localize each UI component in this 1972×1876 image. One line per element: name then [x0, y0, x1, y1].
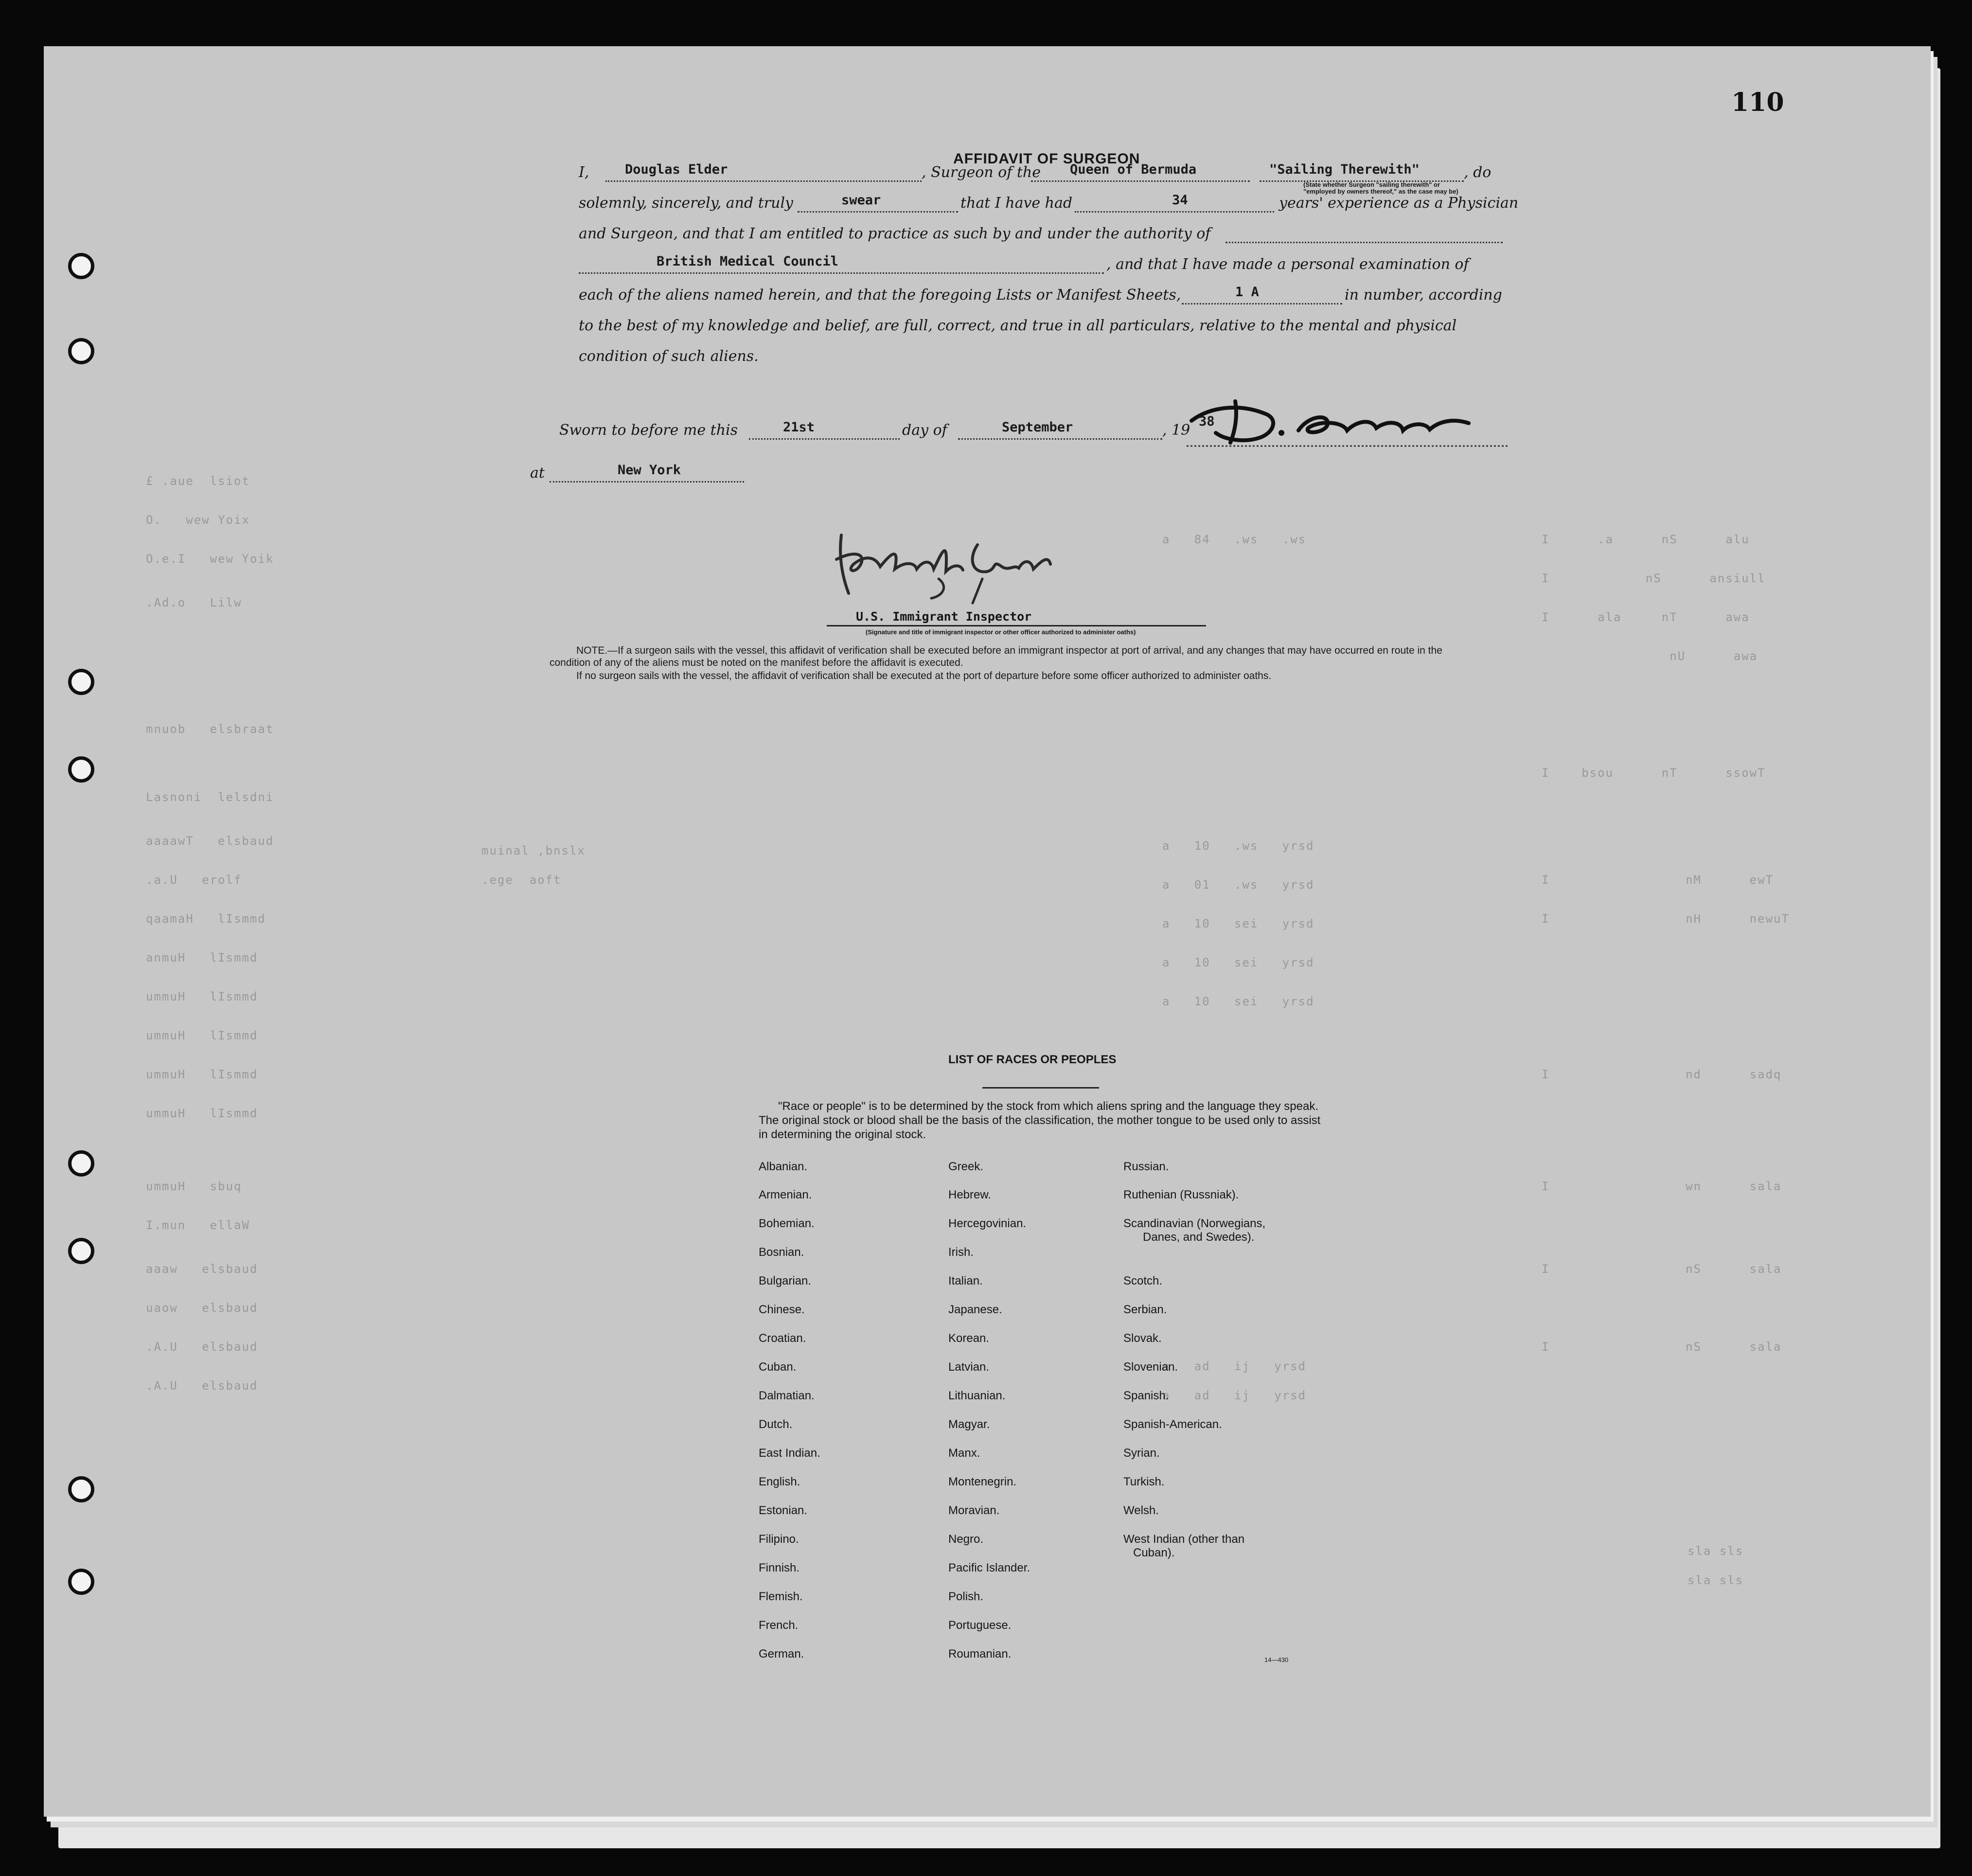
sheet-count: 1 A — [1235, 285, 1259, 300]
race-item: Scotch. — [1123, 1274, 1163, 1287]
surgeon-name: Douglas Elder — [625, 162, 728, 177]
note-paragraph: If no surgeon sails with the vessel, the affidavit of verification shall be executed at the port of departure before some officer authorized to administer oaths. — [576, 670, 1272, 681]
race-item: Dalmatian. — [759, 1389, 815, 1402]
authority-prefix-field — [1226, 224, 1503, 243]
race-item: Albanian. — [759, 1160, 808, 1173]
years-experience: 34 — [1172, 193, 1188, 208]
text-segment: , do — [1464, 164, 1492, 181]
race-item: Slovak. — [1123, 1332, 1162, 1345]
sailing-status: "Sailing Therewith" — [1269, 162, 1420, 177]
races-title-rule — [982, 1087, 1099, 1089]
text-segment: condition of such aliens. — [579, 348, 759, 365]
race-item: Bohemian. — [759, 1217, 815, 1230]
text-segment: , Surgeon of the — [922, 164, 1041, 181]
race-item: Ruthenian (Russniak). — [1123, 1188, 1239, 1201]
race-item: Manx. — [948, 1447, 980, 1460]
page-number: 110 — [1731, 88, 1784, 117]
sheets-field — [1182, 286, 1342, 304]
race-item: Syrian. — [1123, 1447, 1160, 1460]
vessel-name: Queen of Bermuda — [1070, 162, 1197, 177]
race-item: Polish. — [948, 1590, 984, 1603]
race-item: Croatian. — [759, 1332, 806, 1345]
surgeon-name-field — [605, 163, 922, 182]
vessel-field — [1031, 163, 1250, 182]
race-item: Korean. — [948, 1332, 990, 1345]
text-segment: and Surgeon, and that I am entitled to practice as such by and under the authority of — [579, 225, 1211, 242]
place: New York — [618, 463, 681, 478]
punch-hole — [68, 1476, 94, 1502]
text-segment: I, — [579, 164, 589, 181]
race-item: Dutch. — [759, 1418, 793, 1431]
affidavit-page: £ .aue lsiot O. wew Yoix O.e.I wew Yoik .Ad.o Lilw mnuob elsbraat Lasnoni lelsdni aaaawT elsbaud .a.U erolf qaamaH lIsmmd anmuH lIsmmd ummuH lIsmmd ummuH lIsmmd ummuH lIsmmd ummuH lIsmmd ummuH sbuq I.mun ellaW aaaw elsbaud uaow elsbaud .A.U elsbaud .A.U elsbaud muinal ,bnslx .ege aoft a 84 .ws .ws a 10 .ws yrsd a 01 .ws yrsd a 10 sei yrsd a 10 sei yrsd a 10 sei yrsd a ad ij yrsd a ad ij yrsd I .a nS alu I nS ansiull I ala nT awa nU awa I bsou nT ssowT I nM ewT I nH newuT I nd sadq I wn sala I nS sala I nS sala sla sls sla sls 110 AFFIDAVIT OF SURGEON I, Douglas Elder , Surgeon of the Queen of Bermuda "Sailing Therewith" , do (State whether Surgeon "sailing therewith" or "employed by owners thereof," as the case may be) solemnly, sincerely, and truly swear that I have had 34 years' experience as a Physician and Surgeon, and that I am entitled to practice as such by and under the authority of British Medical Council , and that I have made a personal examination of each of the aliens named herein, and that the foregoing Lists or Manifest Sheets, 1 A in number, according to the best of my knowledge and belief, are full, correct, and true in all particulars, relative to the mental and physical condition of such aliens. Sworn to before me this 21st day of September , 19 38 at New York U.S. Immigrant Inspector (Signature and title of immigrant inspector or other officer authorized to administer oaths) NOTE.—If a surgeon sails with the vessel, this affidavit of verification shall be executed before an immigrant inspector at port of arrival, and any changes that may have occurred en route in the condition of any of the aliens must be noted on the manifest before the affidavit is executed. If no surgeon sails with the vessel, the affidavit of verification shall be executed at the port of departure before some officer authorized to administer oaths. LIST OF RACES OR PEOPLES "Race or people" is to be determined by the stock from which aliens spring and the language they speak. The original stock or blood shall be the basis of the classification, the mother tongue to be used only to assist in determining the original stock. Albanian. Armenian. Bohemian. Bosnian. Bulgarian. Chinese. Croatian. Cuban. Dalmatian. Dutch. East Indian. English. Estonian. Filipino. Finnish. Flemish. French. German. Greek. Hebrew. Hercegovinian. Irish. Italian. Japanese. Korean. Latvian. Lithuanian. Magyar. Manx. Montenegrin. Moravian. Negro. Pacific Islander. Polish. Portuguese. Roumanian. Russian. Ruthenian (Russniak). Scandinavian (Norwegians, Danes, and Swedes). Scotch. Serbian. Slovak. Slovenian. Spanish. Spanish-American. Syrian. Turkish. Welsh. West Indian (other than Cuban). 14—430 — [44, 46, 1931, 1817]
race-item: Japanese. — [948, 1303, 1002, 1316]
place-line — [530, 459, 1454, 488]
race-item: Pacific Islander. — [948, 1561, 1030, 1574]
race-item: Bosnian. — [759, 1246, 804, 1259]
race-item: Russian. — [1123, 1160, 1169, 1173]
punch-hole — [68, 1238, 94, 1264]
affidavit-line-2 — [579, 189, 1519, 218]
race-item: Magyar. — [948, 1418, 990, 1431]
authority-field — [579, 255, 1104, 274]
race-item: German. — [759, 1647, 804, 1661]
race-item: English. — [759, 1475, 800, 1488]
text-segment: years' experience as a Physician — [1279, 195, 1519, 212]
sworn-line — [559, 416, 1483, 445]
text-segment: , 19 — [1162, 422, 1190, 439]
race-item: Slovenian. — [1123, 1360, 1178, 1374]
race-item: Flemish. — [759, 1590, 803, 1603]
sworn-day-field — [749, 421, 900, 440]
text-segment: at — [530, 465, 545, 482]
race-item: Turkish. — [1123, 1475, 1165, 1488]
text-segment: Sworn to before me this — [559, 422, 738, 439]
race-item: Serbian. — [1123, 1303, 1167, 1316]
races-title: LIST OF RACES OR PEOPLES — [948, 1053, 1117, 1066]
race-item: Latvian. — [948, 1360, 990, 1374]
affidavit-line-5 — [579, 281, 1503, 310]
race-item: Negro. — [948, 1533, 984, 1546]
race-item: Hercegovinian. — [948, 1217, 1027, 1230]
race-item: East Indian. — [759, 1447, 820, 1460]
text-segment: in number, according — [1345, 286, 1502, 304]
inspector-title: U.S. Immigrant Inspector — [856, 609, 1032, 624]
punch-hole — [68, 669, 94, 695]
race-item: Greek. — [948, 1160, 984, 1173]
race-item: Spanish-American. — [1123, 1418, 1222, 1431]
race-item: Scandinavian (Norwegians, — [1123, 1217, 1266, 1230]
authority-name: British Medical Council — [657, 254, 838, 269]
race-item: Filipino. — [759, 1533, 799, 1546]
race-item: Finnish. — [759, 1561, 800, 1574]
race-item: Hebrew. — [948, 1188, 992, 1201]
race-item: Moravian. — [948, 1504, 1000, 1517]
oath-word: swear — [841, 193, 881, 208]
punch-hole — [68, 253, 94, 279]
affidavit-line-6 — [579, 311, 1503, 340]
affidavit-title: AFFIDAVIT OF SURGEON — [953, 151, 1140, 167]
race-item: Roumanian. — [948, 1647, 1012, 1661]
oath-field — [798, 194, 958, 213]
race-item: French. — [759, 1619, 799, 1632]
affidavit-line-4 — [579, 250, 1503, 279]
affidavit-line-7 — [579, 342, 1503, 371]
inspector-signature-line — [827, 625, 1206, 626]
race-item: Lithuanian. — [948, 1389, 1006, 1402]
text-segment: each of the aliens named herein, and that the foregoing Lists or Manifest Sheets, — [579, 286, 1181, 304]
race-item: Danes, and Swedes). — [1143, 1231, 1255, 1244]
sworn-day: 21st — [783, 420, 815, 435]
punch-hole — [68, 756, 94, 783]
race-item: Portuguese. — [948, 1619, 1012, 1632]
form-number: 14—430 — [1264, 1656, 1289, 1663]
text-segment: that I have had — [960, 195, 1073, 212]
race-item: Cuban. — [759, 1360, 797, 1374]
races-intro-text: "Race or people" is to be determined by the stock from which aliens spring and the language they speak. The original stock or blood shall be the basis of the classification, the mother tongue to be used only to assist in determining the original stock. — [759, 1100, 1321, 1141]
punch-hole — [68, 1569, 94, 1595]
inspector-signature — [827, 525, 1099, 608]
race-item: Spanish. — [1123, 1389, 1169, 1402]
race-item: Estonian. — [759, 1504, 808, 1517]
races-intro — [759, 1099, 1332, 1142]
sailing-status-field — [1260, 163, 1464, 182]
punch-hole — [68, 338, 94, 364]
affidavit-line-3 — [579, 219, 1503, 249]
punch-hole — [68, 1150, 94, 1177]
inspector-caption: (Signature and title of immigrant inspector or other officer authorized to administer oaths) — [866, 628, 1136, 636]
sworn-month: September — [1002, 420, 1073, 435]
race-item: Welsh. — [1123, 1504, 1159, 1517]
sworn-month-field — [958, 421, 1162, 440]
sailing-status-note: (State whether Surgeon "sailing therewith" or "employed by owners thereof," as the case may be) — [1303, 181, 1458, 195]
race-item: Armenian. — [759, 1188, 812, 1201]
race-item: Irish. — [948, 1246, 974, 1259]
race-item: Montenegrin. — [948, 1475, 1017, 1488]
text-segment: to the best of my knowledge and belief, are full, correct, and true in all particulars, relative to the mental and physical — [579, 317, 1457, 334]
race-item: Chinese. — [759, 1303, 805, 1316]
race-item: West Indian (other than — [1123, 1533, 1245, 1546]
place-field — [550, 464, 744, 482]
text-segment: solemnly, sincerely, and truly — [579, 195, 794, 212]
race-item: Italian. — [948, 1274, 983, 1287]
race-item: Bulgarian. — [759, 1274, 812, 1287]
note-paragraph: NOTE.—If a surgeon sails with the vessel, this affidavit of verification shall be executed before an immigrant inspector at port of arrival, and any changes that may have occurred en route in the condition of any of the aliens must be noted on the manifest before the affidavit is executed. — [550, 645, 1442, 668]
race-item: Cuban). — [1133, 1546, 1175, 1559]
years-field — [1075, 194, 1274, 213]
sworn-year: 38 — [1199, 414, 1215, 429]
text-segment: , and that I have made a personal examination of — [1106, 256, 1469, 273]
text-segment: day of — [902, 422, 947, 439]
